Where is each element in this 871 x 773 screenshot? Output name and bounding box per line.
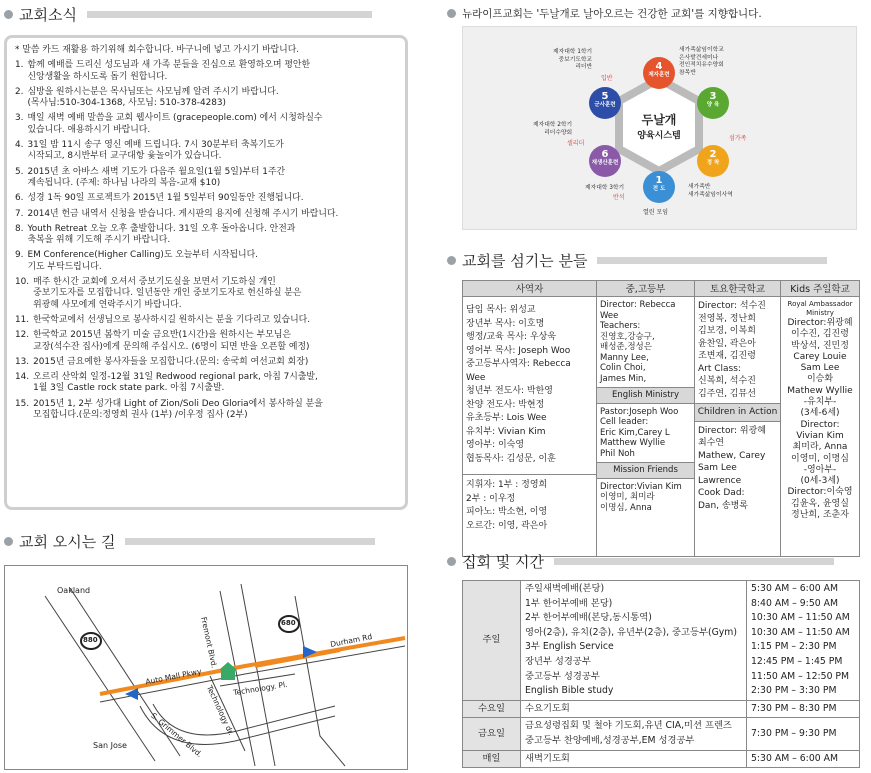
news-note: * 말씀 카드 재활용 하기위해 회수합니다. 바구니에 넣고 가시기 바랍니다.	[15, 45, 300, 55]
news-title: 교회소식	[19, 6, 77, 24]
news-item: 1. 함께 예배를 드리신 성도님과 새 가족 분들을 진심으로 환영하오며 평안한 신앙생활을 하시도록 돕기 원합니다.	[15, 60, 311, 82]
freeway-880-line-b	[70, 588, 180, 756]
news-item: 4. 31일 밤 11시 송구 영신 예배 드립니다. 7시 30분부터 축복기도가 시작되고, 8시반부터 교구대항 윷놀이가 있습니다.	[15, 140, 284, 162]
bullet-dot-icon	[447, 256, 456, 265]
schedule-section-title	[447, 551, 834, 572]
schedule-row	[463, 700, 860, 718]
note-right-red: 섬가족	[729, 135, 747, 142]
staff-col-ministers: 담임 목사: 위성교 장년부 목사: 이호명 행정/교육 목사: 우상욱 영어부 목사: Joseph Woo 중고등부사역자: Rebecca Wee 청년부 전도사: 박한영 찬양 전도사: 박현정 유초등부: Lois Wee 유치부: Vivian Kim 영아부: 이숙영 협동목사: 김성문, 이훈 지휘자: 1부 : 정영희 2부 : 이우정 피아노: 박소현, 이영 오르간: 이영, 곽은아	[463, 297, 597, 557]
schedule-row	[463, 750, 860, 768]
note-left-red: 셀리더	[567, 140, 585, 147]
title-divider	[87, 11, 372, 18]
map-label-680: 680	[281, 619, 296, 627]
staff-col-korean-school: Director: 석수진 전영복, 정난희 김보경, 이복희 윤찬일, 곽은아 조변재, 김진령 Art Class: 신복희, 석수진 김주연, 김뮤선 Children in Action Director: 위광혜 최수연 Mathew, Carey Sam Lee Lawrence Cook Dad: Dan, 송병록	[695, 297, 781, 557]
schedule-title: 집회 및 시간	[462, 553, 544, 571]
staff-section-title	[447, 250, 827, 271]
diagram-center: 두날개 양육시스템	[637, 113, 681, 141]
news-item: 9. EM Conference(Higher Calling)도 오늘부터 시작됩니다. 기도 부탁드립니다.	[15, 250, 259, 272]
schedule-table	[462, 580, 860, 768]
news-item: 14. 오르리 산악회 일정-12월 31일 Redwood regional park, 아침 7시출발, 1월 3일 Castle rock state park. 아침 7시출발.	[15, 372, 318, 394]
note-bottom-right: 새가족반 새가족삶임이사역	[688, 184, 733, 198]
news-item: 10. 매주 한시간 교회에 오셔서 중보기도실을 보면서 기도하실 개인 중보기도자를 모집합니다. 일년동안 개인 중보기도자로 헌신하실 분은 위광혜 사모에게 연락주시기 바랍니다.	[15, 277, 302, 310]
map-label-tech-dr: Technology dr.	[204, 684, 236, 737]
map-label-880-a: 880	[83, 636, 98, 644]
step-2-label: 2 정 착	[706, 149, 720, 166]
map-label-durham: Durham Rd	[329, 632, 373, 649]
note-bottom-left-red: 반석	[613, 194, 625, 201]
title-divider	[554, 558, 834, 565]
staff-col-youth: Director: Rebecca Wee Teachers: 진영호,강승구, 배성준,정성은 Manny Lee, Colin Choi, James Min, English Ministry Pastor:Joseph Woo Cell leader: Eric Kim,Carey L Matthew Wyllie Phil Noh Mission Friends Director:Vivian Kim 이영미, 최미라 이명심, Anna	[597, 297, 695, 557]
map-label-tech-pl: Technology. Pl.	[232, 679, 289, 698]
staff-table	[462, 280, 860, 557]
map-svg	[5, 566, 407, 769]
freeway-680-line	[295, 596, 345, 766]
news-list	[15, 60, 399, 421]
map-title: 교회 오시는 길	[19, 533, 116, 551]
step-3-label: 3 양 육	[706, 91, 720, 108]
news-box	[4, 35, 408, 510]
church-motto: 뉴라이프교회는 '두날개로 날아오르는 건강한 교회'를 지향합니다.	[447, 6, 762, 21]
bullet-dot-icon	[4, 10, 13, 19]
map-label-san-jose: San Jose	[93, 741, 127, 750]
durham-route	[255, 650, 340, 666]
note-left: 제자대학 2학기 리더수양회	[533, 122, 573, 136]
schedule-day: 수요일	[463, 700, 521, 718]
freeway-880-line-a	[45, 596, 155, 761]
schedule-events: 금요성령집회 및 철야 기도회,유년 CIA,미션 프렌즈 중고등부 찬양예배,성경공부,EM 성경공부	[521, 718, 747, 750]
news-item: 13. 2015년 금요예한 봉사자들을 모집합니다.(문의: 송국희 여선교회 회장)	[15, 356, 309, 367]
schedule-events: 새벽기도회	[521, 750, 747, 768]
church-building-icon	[221, 670, 235, 680]
step-6-label: 6 재생산훈련	[591, 149, 619, 166]
news-item: 3. 매일 새벽 예배 말씀을 교회 웹사이트 (gracepeople.com) 에서 시청하실수 있습니다. 애용하시기 바랍니다.	[15, 113, 323, 135]
schedule-times: 7:30 PM – 9:30 PM	[747, 718, 860, 750]
staff-title: 교회를 섬기는 분들	[462, 252, 588, 270]
staff-header: 토요한국학교	[695, 281, 781, 297]
schedule-times: 7:30 PM – 8:30 PM	[747, 700, 860, 718]
news-section-title	[4, 4, 372, 25]
map-label-fremont: Fremont Blvd.	[199, 616, 219, 669]
schedule-day: 금요일	[463, 718, 521, 750]
step-4-label: 4 제자훈련	[648, 61, 670, 78]
bullet-dot-icon	[447, 557, 456, 566]
map-label-oakland: Oakland	[57, 586, 91, 595]
schedule-day: 매일	[463, 750, 521, 768]
bullet-dot-icon	[4, 537, 13, 546]
note-top-left-red: 입반	[601, 75, 613, 82]
map-section-title	[4, 531, 375, 552]
directions-map	[4, 565, 408, 770]
schedule-events: 수요기도회	[521, 700, 747, 718]
schedule-events: 주일새벽예배(본당) 1부 한어부예배 본당) 2부 한어부예배(본당,동시통역) 영아(2층), 유치(2층), 유년부(2층), 중고등부(Gym) 3부 English Service 장년부 성경공부 중고등부 성경공부 English Bible study	[521, 581, 747, 701]
schedule-times: 5:30 AM – 6:00 AM 8:40 AM – 9:50 AM 10:30 AM – 11:50 AM 10:30 AM – 11:50 AM 1:15 PM – 2:30 PM 12:45 PM – 1:45 PM 11:50 AM – 12:50 PM 2:30 PM – 3:30 PM	[747, 581, 860, 701]
staff-header: 중,고등부	[597, 281, 695, 297]
map-label-auto-mall: Auto Mall Pkwy	[144, 666, 203, 687]
bullet-dot-icon	[447, 9, 456, 18]
news-item: 12. 한국학교 2015년 봄학기 미술 금요반(1시간)을 원하시는 부모님은 교장(석수잔 집사)에게 문의해 주십시오. (6명이 되면 반을 오픈할 예정)	[15, 330, 310, 352]
title-divider	[597, 257, 827, 264]
staff-col-kids: Royal Ambassador Ministry Director:위광혜 이수진, 김진령 박상석, 진민정 Carey Louie Sam Lee 이승화 Mathew Wyllie -유치부- (3세-6세) Director: Vivian Kim 최미라, Anna 이영미, 이명심 -영아부- (0세-3세) Director:이숙영 김윤옥, 윤영실 정난희, 조춘자	[781, 297, 860, 557]
news-item: 6. 성경 1독 90일 프로젝트가 2015년 1월 5일부터 90일동안 진행됩니다.	[15, 193, 304, 204]
note-bottom: 열린 모임	[643, 209, 669, 216]
news-item: 2. 심방을 원하시는분은 목사님또는 사모님께 알려 주시기 바랍니다. (목사님:510-304-1368, 사모님: 510-378-4283)	[15, 86, 279, 109]
news-item: 11. 한국학교에서 선생님으로 봉사하시길 원하시는 분을 기다리고 있습니다.	[15, 314, 311, 325]
step-5-label: 5 군사훈련	[594, 91, 616, 108]
schedule-row	[463, 718, 860, 750]
news-item: 15. 2015년 1, 2부 성가대 Light of Zion/Soli Deo Gloria에서 봉사하실 분을 모집합니다.(문의:정영희 권사 (1부) /이우정 집사 (2부)	[15, 398, 323, 421]
news-item: 8. Youth Retreat 오늘 오후 출발합니다. 31일 오후 돌아옵니다. 안전과 축복을 위해 기도해 주시기 바랍니다.	[15, 223, 296, 246]
note-bottom-left: 제자대학 3학기	[585, 185, 625, 191]
map-label-grimmer: S. Grimmer Blvd.	[149, 711, 205, 760]
discipleship-diagram	[462, 26, 857, 230]
note-top-left: 제자대학 1학기 중보기도학교 리더반	[553, 49, 593, 70]
news-item: 5. 2015년 초 아바스 새벽 기도가 다음주 월요일(1월 5일)부터 1주간 계속됩니다. (주제: 하나님 나라의 복음-교재 $10)	[15, 166, 286, 188]
schedule-day: 주일	[463, 581, 521, 701]
note-top-right: 새가족삶임이학교 은사발견세미나 전인적치유수양회 참목반	[679, 47, 724, 76]
staff-header: 사역자	[463, 281, 597, 297]
news-item: 7. 2014년 헌금 내역서 신청을 받습니다. 게시판의 용지에 신청해 주시기 바랍니다.	[15, 208, 339, 219]
schedule-row	[463, 581, 860, 701]
step-1-label: 1 전 도	[652, 175, 666, 192]
schedule-times: 5:30 AM – 6:00 AM	[747, 750, 860, 768]
title-divider	[125, 538, 375, 545]
staff-header: Kids 주일학교	[781, 281, 860, 297]
